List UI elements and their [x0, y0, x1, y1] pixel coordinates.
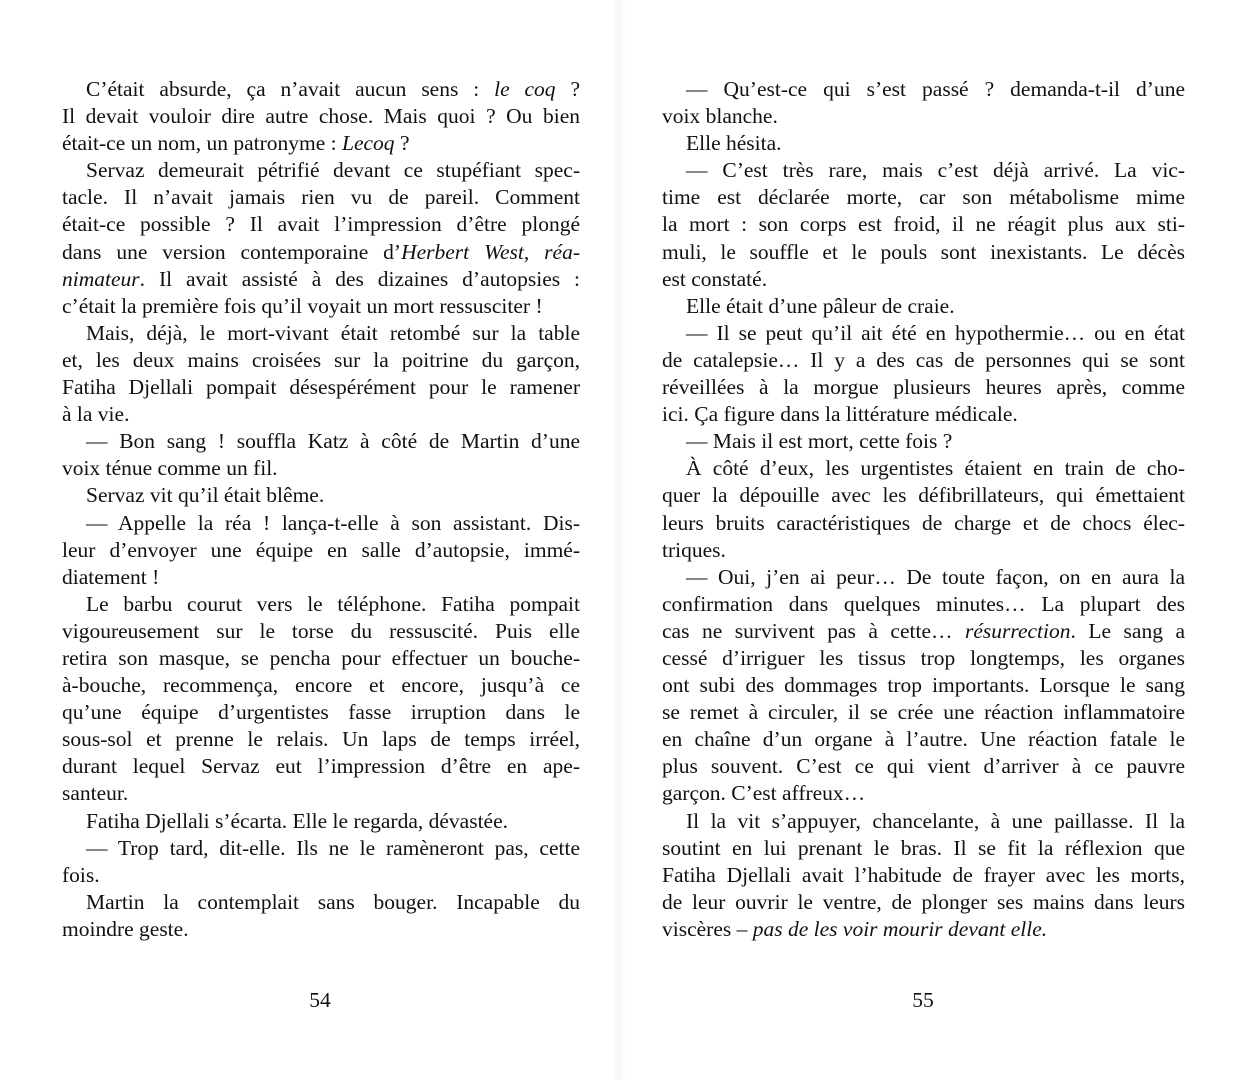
text-run: . Le sang a [1070, 618, 1185, 643]
text-line [62, 347, 580, 374]
text-line [662, 401, 1185, 428]
text-line [62, 157, 580, 184]
text-run: Martin la contemplait sans bouger. Incapable du [86, 889, 580, 914]
text-run: durant lequel Servaz eut l’impression d’être en ape- [62, 754, 580, 779]
text-run: — C’est très rare, mais c’est déjà arrivé. La vic- [686, 158, 1185, 183]
text-run: vigoureusement sur le torse du ressuscité. Puis elle [62, 618, 580, 643]
text-run: — Oui, j’en ai peur… De toute façon, on en aura la [686, 564, 1185, 589]
text-run: Le barbu courut vers le téléphone. Fatiha pompait [86, 591, 580, 616]
text-run: triques. [662, 537, 726, 562]
text-run: de catalepsie… Il y a des cas de personnes qui se sont [662, 347, 1185, 372]
text-run: — Bon sang ! souffla Katz à côté de Martin d’une [86, 429, 580, 454]
text-run: sous-sol et prenne le relais. Un laps de temps irréel, [62, 727, 580, 752]
text-run: dans une version contemporaine d’ [62, 239, 402, 264]
text-line [62, 510, 580, 537]
text-run: Fatiha Djellali s’écarta. Elle le regarda, dévastée. [86, 808, 509, 833]
text-run: C’était absurde, ça n’avait aucun sens : [86, 77, 495, 101]
text-line [662, 591, 1185, 618]
text-line [662, 645, 1185, 672]
text-line [662, 916, 1185, 943]
text-line [662, 211, 1185, 238]
text-run: voix blanche. [662, 104, 778, 129]
text-run: tacle. Il n’avait jamais rien vu de pareil. Comment [62, 185, 580, 210]
text-run: de leur ouvrir le ventre, de plonger ses mains dans leurs [662, 889, 1185, 914]
text-line [662, 293, 1185, 320]
text-line [62, 699, 580, 726]
text-line [62, 726, 580, 753]
text-run: plus souvent. C’est ce qui vient d’arriver à ce pauvre [662, 754, 1185, 779]
text-line [662, 699, 1185, 726]
text-run: leurs bruits caractéristiques de charge et de chocs élec- [662, 510, 1185, 535]
text-line [62, 537, 580, 564]
text-line [62, 672, 580, 699]
text-run: Il devait vouloir dire autre chose. Mais quoi ? Ou bien [62, 104, 580, 129]
italic-text: Herbert West, réa- [401, 239, 580, 264]
text-run: À côté d’eux, les urgentistes étaient en train de cho- [686, 456, 1185, 481]
text-line [662, 347, 1185, 374]
text-run: retira son masque, se pencha pour effectuer un bouche- [62, 645, 580, 670]
text-run: santeur. [62, 781, 129, 806]
text-line [662, 510, 1185, 537]
text-run: diatement ! [62, 564, 160, 589]
text-run: muli, le souffle et le pouls sont inexistants. Le décès [662, 239, 1185, 264]
text-run: en chaîne d’un organe à l’autre. Une réaction fatale le [662, 727, 1185, 752]
text-run: Servaz vit qu’il était blême. [86, 483, 325, 508]
text-run: — Il se peut qu’il ait été en hypothermie… ou en état [686, 320, 1185, 345]
text-line [62, 428, 580, 455]
text-line [662, 130, 1185, 157]
text-run: Mais, déjà, le mort-vivant était retombé sur la table [86, 320, 580, 345]
text-run: cas ne survivent pas à cette… [662, 618, 965, 643]
italic-text: le coq [494, 77, 556, 101]
text-run: soutint en lui prenant le bras. Il se fit la réflexion que [662, 835, 1185, 860]
text-line [662, 320, 1185, 347]
text-line [662, 428, 1185, 455]
text-run: ? [394, 131, 410, 156]
text-run: fois. [62, 862, 100, 887]
text-run: voix ténue comme un fil. [62, 456, 278, 481]
italic-text: résurrection [965, 618, 1071, 643]
text-run: . Il avait assisté à des dizaines d’autopsies : [139, 266, 580, 291]
text-line [62, 239, 580, 266]
text-line [662, 482, 1185, 509]
text-line [662, 537, 1185, 564]
text-run: — Qu’est-ce qui s’est passé ? demanda-t-il d’une [686, 77, 1185, 101]
book-gutter [612, 0, 626, 1080]
text-run: ? [555, 77, 580, 101]
text-line [62, 591, 580, 618]
text-line [662, 76, 1185, 103]
text-line [62, 374, 580, 401]
text-run: est constaté. [662, 266, 768, 291]
text-run: Elle hésita. [686, 131, 782, 156]
text-line [62, 76, 580, 103]
text-run: garçon. C’est affreux… [662, 781, 866, 806]
text-line [662, 239, 1185, 266]
text-run: Il la vit s’appuyer, chancelante, à une paillasse. Il la [686, 808, 1185, 833]
italic-text: nimateur [62, 266, 140, 291]
text-run: réveillées à la morgue plusieurs heures après, comme [662, 375, 1185, 400]
text-line [662, 889, 1185, 916]
text-line [662, 862, 1185, 889]
text-line [62, 211, 580, 238]
text-run: c’était la première fois qu’il voyait un mort ressusciter ! [62, 293, 543, 318]
right-page-number: 55 [912, 988, 934, 1012]
text-line [662, 808, 1185, 835]
text-run: la mort : son corps est froid, il ne réagit plus aux sti- [662, 212, 1185, 237]
text-line [62, 916, 580, 943]
text-run: confirmation dans quelques minutes… La plupart des [662, 591, 1185, 616]
text-line [662, 103, 1185, 130]
text-line [62, 455, 580, 482]
text-run: était-ce un nom, un patronyme : [62, 131, 343, 156]
text-run: cessé d’irriguer les tissus trop longtemps, les organes [662, 645, 1185, 670]
text-line [62, 780, 580, 807]
text-run: — Appelle la réa ! lança-t-elle à son assistant. Dis- [86, 510, 580, 535]
text-line [662, 266, 1185, 293]
text-line [62, 293, 580, 320]
text-run: et, les deux mains croisées sur la poitrine du garçon, [62, 347, 580, 372]
text-line [62, 889, 580, 916]
right-page-text [662, 76, 1185, 1016]
text-run: à la vie. [62, 402, 130, 427]
text-run: Servaz demeurait pétrifié devant ce stupéfiant spec- [86, 158, 580, 183]
text-line [62, 835, 580, 862]
text-line [62, 808, 580, 835]
text-line [62, 862, 580, 889]
text-line [662, 184, 1185, 211]
text-line [662, 726, 1185, 753]
text-run: qu’une équipe d’urgentistes fasse irruption dans le [62, 700, 580, 725]
text-line [62, 320, 580, 347]
text-line [62, 564, 580, 591]
text-run: — Mais il est mort, cette fois ? [686, 429, 953, 454]
text-run: Fatiha Djellali avait l’habitude de frayer avec les morts, [662, 862, 1185, 887]
text-run: à-bouche, recommença, encore et encore, jusqu’à ce [62, 673, 580, 698]
text-line [62, 184, 580, 211]
text-line [662, 618, 1185, 645]
text-run: viscères – [662, 916, 753, 941]
text-line [662, 157, 1185, 184]
italic-text: pas de les voir mourir devant elle. [752, 916, 1048, 941]
text-line [62, 753, 580, 780]
text-run: ici. Ça figure dans la littérature médicale. [662, 402, 1018, 427]
text-line [62, 645, 580, 672]
text-line [62, 482, 580, 509]
text-line [662, 564, 1185, 591]
left-page-number: 54 [309, 988, 331, 1012]
text-run: time est déclarée morte, car son métabolisme mime [662, 185, 1185, 210]
text-run: moindre geste. [62, 916, 189, 941]
text-line [662, 835, 1185, 862]
text-run: quer la dépouille avec les défibrillateurs, qui émettaient [662, 483, 1185, 508]
text-run: leur d’envoyer une équipe en salle d’autopsie, immé- [62, 537, 580, 562]
text-line [62, 130, 580, 157]
text-line [62, 401, 580, 428]
text-line [662, 672, 1185, 699]
left-page-text [62, 76, 580, 1016]
text-run: Fatiha Djellali pompait désespérément pour le ramener [62, 375, 580, 400]
italic-text: Lecoq [342, 131, 395, 156]
text-line [62, 103, 580, 130]
text-line [662, 780, 1185, 807]
text-line [662, 374, 1185, 401]
text-line [62, 618, 580, 645]
text-line [662, 455, 1185, 482]
text-run: était-ce possible ? Il avait l’impression d’être plongé [62, 212, 580, 237]
text-run: se remet à circuler, il se crée une réaction inflammatoire [662, 700, 1185, 725]
text-run: ont subi des dommages trop importants. Lorsque le sang [662, 673, 1185, 698]
text-run: — Trop tard, dit-elle. Ils ne le ramèneront pas, cette [86, 835, 580, 860]
text-line [662, 753, 1185, 780]
text-line [62, 266, 580, 293]
text-run: Elle était d’une pâleur de craie. [686, 293, 955, 318]
